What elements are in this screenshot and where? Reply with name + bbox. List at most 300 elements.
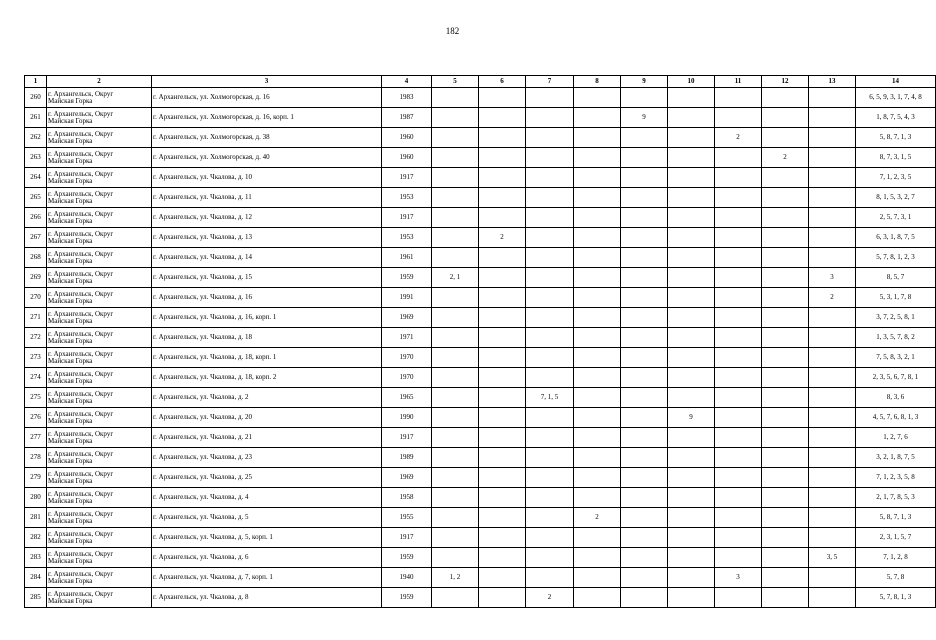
value-cell <box>479 428 526 448</box>
district-cell <box>47 388 152 408</box>
value-cell <box>432 208 479 228</box>
value-cell <box>715 368 762 388</box>
row-number-cell: 275 <box>25 388 47 408</box>
district-line-2: Майская Горка <box>48 176 93 185</box>
year-cell: 1917 <box>382 208 432 228</box>
district-line-1: г. Архангельск, Округ <box>48 449 114 458</box>
value-cell <box>574 308 621 328</box>
district-line-1: г. Архангельск, Округ <box>48 409 114 418</box>
value-cell <box>668 488 715 508</box>
value-cell <box>621 568 668 588</box>
value-cell <box>479 368 526 388</box>
value-cell <box>668 108 715 128</box>
value-cell <box>574 328 621 348</box>
value-cell <box>762 268 809 288</box>
value-cell <box>668 88 715 108</box>
value-cell <box>715 168 762 188</box>
page-number: 182 <box>445 26 460 36</box>
value-cell <box>526 488 574 508</box>
district-line-2: Майская Горка <box>48 336 93 345</box>
value-cell <box>574 448 621 468</box>
value-cell <box>479 488 526 508</box>
value-cell <box>668 148 715 168</box>
table-row <box>25 208 936 228</box>
table-row <box>25 428 936 448</box>
district-line-1: г. Архангельск, Округ <box>48 269 114 278</box>
value-cell <box>715 448 762 468</box>
district-cell <box>47 148 152 168</box>
value-cell <box>668 128 715 148</box>
table-row <box>25 188 936 208</box>
summary-cell: 7, 1, 2, 3, 5 <box>856 168 936 188</box>
year-cell: 1961 <box>382 248 432 268</box>
row-number-cell: 284 <box>25 568 47 588</box>
column-header: 14 <box>856 76 936 88</box>
value-cell <box>809 248 856 268</box>
district-cell <box>47 368 152 388</box>
value-cell <box>621 188 668 208</box>
value-cell <box>526 308 574 328</box>
district-line-1: г. Архангельск, Округ <box>48 349 114 358</box>
address-cell: г. Архангельск, ул. Чкалова, д. 8 <box>152 588 382 608</box>
value-cell <box>715 288 762 308</box>
table-row <box>25 448 936 468</box>
value-cell <box>715 328 762 348</box>
value-cell <box>432 368 479 388</box>
value-cell <box>621 148 668 168</box>
district-line-1: г. Архангельск, Округ <box>48 309 114 318</box>
value-cell <box>621 128 668 148</box>
value-cell <box>574 268 621 288</box>
district-cell <box>47 428 152 448</box>
value-cell <box>526 148 574 168</box>
address-cell: г. Архангельск, ул. Холмогорская, д. 40 <box>152 148 382 168</box>
value-cell <box>621 528 668 548</box>
summary-cell: 2, 3, 5, 6, 7, 8, 1 <box>856 368 936 388</box>
value-cell <box>574 408 621 428</box>
district-cell <box>47 448 152 468</box>
summary-cell: 1, 3, 5, 7, 8, 2 <box>856 328 936 348</box>
value-cell: 2 <box>762 148 809 168</box>
value-cell <box>432 588 479 608</box>
address-cell: г. Архангельск, ул. Чкалова, д. 6 <box>152 548 382 568</box>
value-cell <box>574 228 621 248</box>
value-cell <box>668 188 715 208</box>
value-cell <box>574 548 621 568</box>
year-cell: 1970 <box>382 348 432 368</box>
table-row <box>25 468 936 488</box>
value-cell <box>809 388 856 408</box>
district-line-2: Майская Горка <box>48 456 93 465</box>
value-cell <box>762 88 809 108</box>
district-line-1: г. Архангельск, Округ <box>48 249 114 258</box>
value-cell <box>809 348 856 368</box>
district-line-2: Майская Горка <box>48 556 93 565</box>
value-cell <box>621 328 668 348</box>
value-cell <box>479 268 526 288</box>
value-cell <box>668 348 715 368</box>
value-cell <box>809 468 856 488</box>
value-cell <box>479 148 526 168</box>
table-row <box>25 548 936 568</box>
district-line-2: Майская Горка <box>48 196 93 205</box>
value-cell <box>621 248 668 268</box>
district-cell <box>47 308 152 328</box>
table-row <box>25 528 936 548</box>
value-cell <box>432 348 479 368</box>
row-number-cell: 273 <box>25 348 47 368</box>
table-body <box>25 88 936 608</box>
summary-cell: 3, 7, 2, 5, 8, 1 <box>856 308 936 328</box>
value-cell <box>715 548 762 568</box>
value-cell <box>668 248 715 268</box>
value-cell <box>668 528 715 548</box>
district-cell <box>47 588 152 608</box>
value-cell <box>432 88 479 108</box>
table-row <box>25 248 936 268</box>
year-cell: 1983 <box>382 88 432 108</box>
row-number-cell: 280 <box>25 488 47 508</box>
table-row <box>25 408 936 428</box>
value-cell <box>621 488 668 508</box>
value-cell <box>668 568 715 588</box>
table-row <box>25 128 936 148</box>
district-line-2: Майская Горка <box>48 156 93 165</box>
address-cell: г. Архангельск, ул. Чкалова, д. 5 <box>152 508 382 528</box>
value-cell <box>621 268 668 288</box>
row-number-cell: 279 <box>25 468 47 488</box>
district-line-1: г. Архангельск, Округ <box>48 329 114 338</box>
district-line-1: г. Архангельск, Округ <box>48 189 114 198</box>
district-line-2: Майская Горка <box>48 536 93 545</box>
year-cell: 1959 <box>382 268 432 288</box>
address-cell: г. Архангельск, ул. Холмогорская, д. 38 <box>152 128 382 148</box>
summary-cell: 7, 1, 2, 8 <box>856 548 936 568</box>
value-cell: 7, 1, 5 <box>526 388 574 408</box>
value-cell <box>432 288 479 308</box>
value-cell <box>762 288 809 308</box>
value-cell <box>809 188 856 208</box>
value-cell <box>621 348 668 368</box>
column-header: 2 <box>47 76 152 88</box>
district-line-1: г. Архангельск, Округ <box>48 549 114 558</box>
value-cell <box>432 108 479 128</box>
value-cell <box>715 428 762 448</box>
value-cell <box>432 468 479 488</box>
value-cell <box>762 208 809 228</box>
table-row <box>25 568 936 588</box>
table-row <box>25 328 936 348</box>
value-cell <box>668 448 715 468</box>
value-cell <box>809 88 856 108</box>
value-cell <box>809 428 856 448</box>
value-cell <box>574 188 621 208</box>
district-cell <box>47 328 152 348</box>
value-cell <box>762 348 809 368</box>
value-cell <box>526 248 574 268</box>
address-cell: г. Архангельск, ул. Чкалова, д. 12 <box>152 208 382 228</box>
table-row <box>25 388 936 408</box>
district-cell <box>47 288 152 308</box>
district-line-1: г. Архангельск, Округ <box>48 529 114 538</box>
row-number-cell: 268 <box>25 248 47 268</box>
summary-cell: 8, 1, 5, 3, 2, 7 <box>856 188 936 208</box>
value-cell: 9 <box>668 408 715 428</box>
summary-cell: 2, 3, 1, 5, 7 <box>856 528 936 548</box>
value-cell <box>715 268 762 288</box>
district-line-2: Майская Горка <box>48 116 93 125</box>
column-header: 9 <box>621 76 668 88</box>
value-cell <box>526 348 574 368</box>
value-cell <box>479 108 526 128</box>
district-line-2: Майская Горка <box>48 596 93 605</box>
value-cell <box>432 528 479 548</box>
year-cell: 1989 <box>382 448 432 468</box>
value-cell <box>715 348 762 368</box>
address-cell: г. Архангельск, ул. Чкалова, д. 21 <box>152 428 382 448</box>
value-cell <box>809 108 856 128</box>
value-cell: 2 <box>479 228 526 248</box>
address-cell: г. Архангельск, ул. Чкалова, д. 25 <box>152 468 382 488</box>
year-cell: 1965 <box>382 388 432 408</box>
value-cell <box>668 268 715 288</box>
summary-cell: 6, 3, 1, 8, 7, 5 <box>856 228 936 248</box>
row-number-cell: 274 <box>25 368 47 388</box>
address-cell: г. Архангельск, ул. Холмогорская, д. 16, корп. 1 <box>152 108 382 128</box>
row-number-cell: 269 <box>25 268 47 288</box>
value-cell <box>809 488 856 508</box>
value-cell <box>715 108 762 128</box>
address-cell: г. Архангельск, ул. Чкалова, д. 11 <box>152 188 382 208</box>
summary-cell: 2, 5, 7, 3, 1 <box>856 208 936 228</box>
value-cell <box>668 468 715 488</box>
value-cell <box>479 168 526 188</box>
row-number-cell: 272 <box>25 328 47 348</box>
value-cell <box>762 488 809 508</box>
district-line-2: Майская Горка <box>48 396 93 405</box>
value-cell <box>574 248 621 268</box>
summary-cell: 7, 5, 8, 3, 2, 1 <box>856 348 936 368</box>
value-cell: 9 <box>621 108 668 128</box>
district-line-1: г. Архангельск, Округ <box>48 569 114 578</box>
district-cell <box>47 528 152 548</box>
value-cell <box>762 548 809 568</box>
value-cell <box>432 128 479 148</box>
year-cell: 1959 <box>382 548 432 568</box>
district-cell <box>47 408 152 428</box>
value-cell <box>526 168 574 188</box>
value-cell: 2 <box>715 128 762 148</box>
address-cell: г. Архангельск, ул. Чкалова, д. 20 <box>152 408 382 428</box>
value-cell <box>574 428 621 448</box>
value-cell <box>809 148 856 168</box>
district-line-1: г. Архангельск, Округ <box>48 489 114 498</box>
value-cell <box>715 208 762 228</box>
row-number-cell: 263 <box>25 148 47 168</box>
address-cell: г. Архангельск, ул. Холмогорская, д. 16 <box>152 88 382 108</box>
value-cell <box>526 408 574 428</box>
value-cell <box>715 308 762 328</box>
value-cell <box>479 448 526 468</box>
year-cell: 1959 <box>382 588 432 608</box>
value-cell <box>574 148 621 168</box>
value-cell <box>809 128 856 148</box>
value-cell: 2 <box>526 588 574 608</box>
value-cell <box>479 588 526 608</box>
value-cell <box>432 508 479 528</box>
district-line-2: Майская Горка <box>48 416 93 425</box>
value-cell <box>762 228 809 248</box>
summary-cell: 1, 8, 7, 5, 4, 3 <box>856 108 936 128</box>
value-cell <box>668 388 715 408</box>
district-cell <box>47 188 152 208</box>
district-line-1: г. Архангельск, Округ <box>48 429 114 438</box>
table-row <box>25 168 936 188</box>
value-cell <box>479 408 526 428</box>
value-cell <box>574 128 621 148</box>
value-cell <box>621 308 668 328</box>
district-cell <box>47 88 152 108</box>
value-cell <box>762 368 809 388</box>
district-line-1: г. Архангельск, Округ <box>48 469 114 478</box>
value-cell <box>762 408 809 428</box>
table-header <box>25 76 936 88</box>
value-cell <box>526 468 574 488</box>
value-cell <box>668 508 715 528</box>
district-line-2: Майская Горка <box>48 316 93 325</box>
value-cell <box>621 168 668 188</box>
value-cell <box>479 308 526 328</box>
summary-cell: 6, 5, 9, 3, 1, 7, 4, 8 <box>856 88 936 108</box>
value-cell <box>715 488 762 508</box>
district-line-1: г. Архангельск, Округ <box>48 169 114 178</box>
value-cell <box>526 428 574 448</box>
value-cell <box>621 368 668 388</box>
column-header: 11 <box>715 76 762 88</box>
value-cell <box>762 588 809 608</box>
value-cell <box>809 368 856 388</box>
district-line-1: г. Архангельск, Округ <box>48 89 114 98</box>
district-line-2: Майская Горка <box>48 256 93 265</box>
summary-cell: 5, 7, 8, 1, 2, 3 <box>856 248 936 268</box>
district-cell <box>47 228 152 248</box>
district-cell <box>47 208 152 228</box>
value-cell <box>762 128 809 148</box>
value-cell <box>715 248 762 268</box>
value-cell: 2, 1 <box>432 268 479 288</box>
year-cell: 1960 <box>382 128 432 148</box>
value-cell <box>432 308 479 328</box>
value-cell <box>762 528 809 548</box>
value-cell <box>432 488 479 508</box>
address-cell: г. Архангельск, ул. Чкалова, д. 23 <box>152 448 382 468</box>
value-cell <box>809 228 856 248</box>
value-cell <box>574 488 621 508</box>
district-line-2: Майская Горка <box>48 576 93 585</box>
year-cell: 1991 <box>382 288 432 308</box>
value-cell <box>668 588 715 608</box>
value-cell <box>762 248 809 268</box>
row-number-cell: 266 <box>25 208 47 228</box>
year-cell: 1953 <box>382 228 432 248</box>
value-cell <box>432 148 479 168</box>
address-cell: г. Архангельск, ул. Чкалова, д. 18, корп. 1 <box>152 348 382 368</box>
value-cell <box>479 568 526 588</box>
value-cell <box>526 508 574 528</box>
value-cell <box>715 228 762 248</box>
summary-cell: 8, 5, 7 <box>856 268 936 288</box>
row-number-cell: 267 <box>25 228 47 248</box>
summary-cell: 1, 2, 7, 6 <box>856 428 936 448</box>
value-cell <box>762 428 809 448</box>
value-cell <box>809 508 856 528</box>
value-cell <box>621 548 668 568</box>
column-header: 7 <box>526 76 574 88</box>
district-line-1: г. Архангельск, Округ <box>48 369 114 378</box>
value-cell <box>668 548 715 568</box>
district-line-2: Майская Горка <box>48 476 93 485</box>
year-cell: 1917 <box>382 168 432 188</box>
district-line-2: Майская Горка <box>48 296 93 305</box>
value-cell <box>621 428 668 448</box>
value-cell <box>526 108 574 128</box>
district-line-2: Майская Горка <box>48 236 93 245</box>
value-cell <box>715 528 762 548</box>
value-cell <box>574 348 621 368</box>
row-number-cell: 282 <box>25 528 47 548</box>
district-line-1: г. Архангельск, Округ <box>48 289 114 298</box>
value-cell <box>432 408 479 428</box>
value-cell <box>668 368 715 388</box>
value-cell <box>809 528 856 548</box>
value-cell <box>715 588 762 608</box>
value-cell <box>526 448 574 468</box>
value-cell <box>574 368 621 388</box>
year-cell: 1969 <box>382 468 432 488</box>
district-line-2: Майская Горка <box>48 436 93 445</box>
value-cell <box>574 588 621 608</box>
row-number-cell: 261 <box>25 108 47 128</box>
value-cell <box>621 388 668 408</box>
value-cell <box>526 188 574 208</box>
district-line-2: Майская Горка <box>48 216 93 225</box>
address-cell: г. Архангельск, ул. Чкалова, д. 18 <box>152 328 382 348</box>
value-cell: 2 <box>809 288 856 308</box>
row-number-cell: 285 <box>25 588 47 608</box>
year-cell: 1990 <box>382 408 432 428</box>
value-cell <box>432 248 479 268</box>
value-cell <box>479 388 526 408</box>
value-cell <box>668 168 715 188</box>
value-cell <box>432 328 479 348</box>
column-header: 8 <box>574 76 621 88</box>
value-cell <box>574 208 621 228</box>
value-cell <box>479 188 526 208</box>
value-cell <box>526 288 574 308</box>
year-cell: 1987 <box>382 108 432 128</box>
value-cell <box>668 428 715 448</box>
value-cell <box>668 288 715 308</box>
year-cell: 1953 <box>382 188 432 208</box>
row-number-cell: 283 <box>25 548 47 568</box>
district-cell <box>47 108 152 128</box>
value-cell <box>479 248 526 268</box>
address-cell: г. Архангельск, ул. Чкалова, д. 13 <box>152 228 382 248</box>
value-cell <box>574 168 621 188</box>
table-row <box>25 508 936 528</box>
value-cell <box>715 508 762 528</box>
value-cell <box>621 508 668 528</box>
